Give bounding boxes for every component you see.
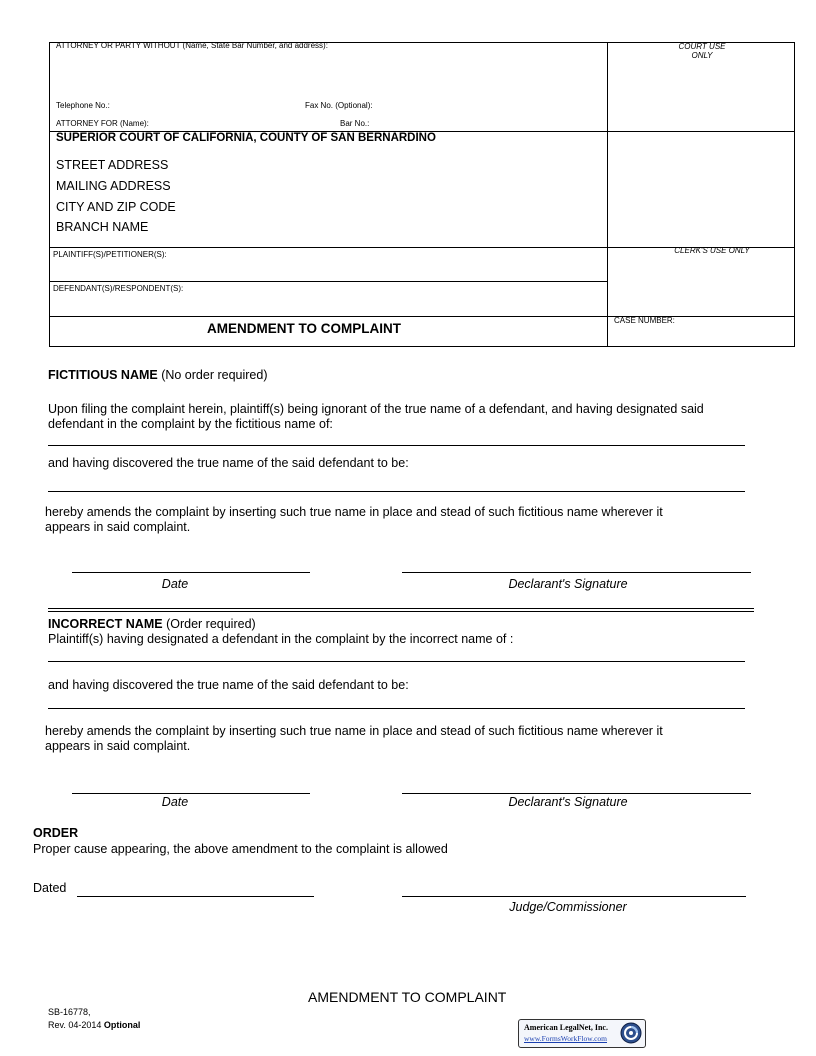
telephone-label: Telephone No.: xyxy=(56,101,110,110)
branch-name-label: BRANCH NAME xyxy=(56,220,149,234)
order-date-line[interactable] xyxy=(77,896,314,897)
american-legalnet-logo[interactable] xyxy=(518,1019,646,1048)
judge-label: Judge/Commissioner xyxy=(509,900,627,914)
incorrect-date-label: Date xyxy=(161,795,189,809)
incorrect-true-name-blank[interactable] xyxy=(48,708,745,709)
incorrect-paragraph-line1: Plaintiff(s) having designated a defendant in the complaint by the incorrect name of : xyxy=(48,632,514,646)
logo-company: American LegalNet, Inc. xyxy=(524,1023,608,1032)
fictitious-heading: FICTITIOUS NAME (No order required) xyxy=(48,368,268,382)
court-name: SUPERIOR COURT OF CALIFORNIA, COUNTY OF SAN BERNARDINO xyxy=(56,132,436,144)
fictitious-name-blank[interactable] xyxy=(48,445,745,446)
form-number: SB-16778, xyxy=(48,1007,91,1017)
incorrect-discovered-text: and having discovered the true name of the said defendant to be: xyxy=(48,678,409,692)
fictitious-amends-line2: appears in said complaint. xyxy=(45,520,191,534)
fictitious-signature-label: Declarant's Signature xyxy=(508,577,628,591)
fictitious-discovered-text: and having discovered the true name of the said defendant to be: xyxy=(48,456,409,470)
fictitious-signature-line[interactable] xyxy=(402,572,751,573)
incorrect-signature-label: Declarant's Signature xyxy=(508,795,628,809)
revision-line: Rev. 04-2014 Optional xyxy=(48,1020,141,1030)
logo-url[interactable]: www.FormsWorkFlow.com xyxy=(524,1034,608,1043)
case-number-label: CASE NUMBER: xyxy=(614,316,675,325)
form-title: AMENDMENT TO COMPLAINT xyxy=(207,321,401,336)
street-address-label: STREET ADDRESS xyxy=(56,158,169,172)
order-heading: ORDER xyxy=(33,826,79,840)
mailing-address-label: MAILING ADDRESS xyxy=(56,179,171,193)
footer-title: AMENDMENT TO COMPLAINT xyxy=(308,989,507,1005)
fictitious-amends-line1: hereby amends the complaint by inserting such true name in place and stead of such fictitious name wherever it xyxy=(45,505,663,519)
fictitious-date-line[interactable] xyxy=(72,572,310,573)
defendant-label: DEFENDANT(S)/RESPONDENT(S): xyxy=(53,284,184,293)
clerk-use-label: CLERK'S USE ONLY xyxy=(674,246,750,255)
bar-no-label: Bar No.: xyxy=(340,119,370,128)
incorrect-signature-line[interactable] xyxy=(402,793,751,794)
fax-label: Fax No. (Optional): xyxy=(305,101,373,110)
fictitious-date-label: Date xyxy=(161,577,189,591)
incorrect-amends-line1: hereby amends the complaint by inserting such true name in place and stead of such fictitious name wherever it xyxy=(45,724,663,738)
court-use-label: COURT USE ONLY xyxy=(678,42,726,60)
fictitious-paragraph-line2: defendant in the complaint by the fictitious name of: xyxy=(48,417,333,431)
incorrect-name-blank[interactable] xyxy=(48,661,745,662)
attorney-label: ATTORNEY OR PARTY WITHOUT (Name, State Bar Number, and address): xyxy=(56,41,328,50)
globe-icon xyxy=(620,1022,642,1044)
fictitious-true-name-blank[interactable] xyxy=(48,491,745,492)
incorrect-amends-line2: appears in said complaint. xyxy=(45,739,191,753)
city-zip-label: CITY AND ZIP CODE xyxy=(56,200,176,214)
plaintiff-label: PLAINTIFF(S)/PETITIONER(S): xyxy=(53,250,167,259)
section-divider xyxy=(48,608,754,609)
fictitious-paragraph-line1: Upon filing the complaint herein, plaintiff(s) being ignorant of the true name of a defendant, and having designated said xyxy=(48,402,704,416)
dated-label: Dated xyxy=(33,881,67,895)
incorrect-date-line[interactable] xyxy=(72,793,310,794)
order-text: Proper cause appearing, the above amendment to the complaint is allowed xyxy=(33,842,448,856)
judge-signature-line[interactable] xyxy=(402,896,746,897)
attorney-for-label: ATTORNEY FOR (Name): xyxy=(56,119,149,128)
incorrect-heading: INCORRECT NAME (Order required) xyxy=(48,617,256,631)
